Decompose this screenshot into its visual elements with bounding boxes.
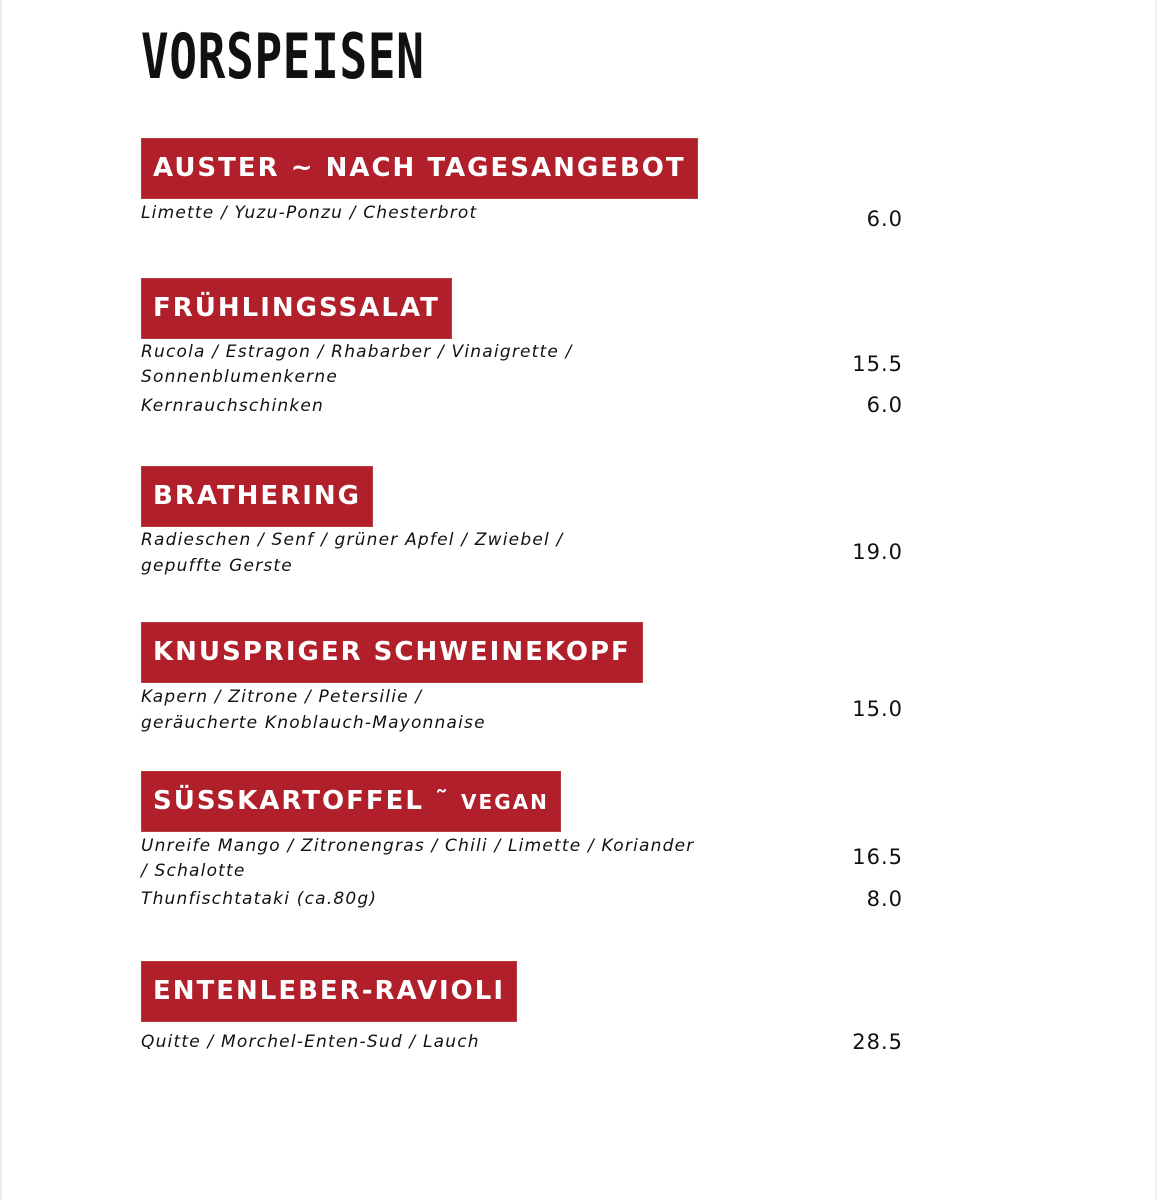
dish-description-line-2: gepuffte Gerste <box>141 556 293 576</box>
vegan-label: VEGAN <box>461 790 549 814</box>
dish-heading: BRATHERING <box>141 466 373 527</box>
dish-description: Quitte / Morchel-Enten-Sud / Lauch <box>141 1032 480 1052</box>
page-edge <box>0 0 2 1200</box>
dish-description-line-2: Sonnenblumenkerne <box>141 367 338 387</box>
dish-description-line-1: Kapern / Zitrone / Petersilie / <box>141 687 423 707</box>
dish-heading <box>141 771 561 832</box>
menu-item-entenleber-ravioli <box>141 961 921 1054</box>
addon-price: 6.0 <box>866 393 903 417</box>
menu-item-auster <box>141 138 921 231</box>
dish-price: 15.0 <box>852 697 903 721</box>
page-title: VORSPEISEN <box>141 20 425 93</box>
menu-item-suesskartoffel <box>141 771 921 911</box>
dish-heading-title: SÜSSKARTOFFEL ˜ <box>153 786 450 816</box>
dish-description-line-1: Unreife Mango / Zitronengras / Chili / Limette / Koriander <box>141 836 695 856</box>
dish-price: 19.0 <box>852 540 903 564</box>
dish-heading: FRÜHLINGSSALAT <box>141 278 452 339</box>
dish-description-line-2: / Schalotte <box>141 861 246 881</box>
menu-item-schweinekopf <box>141 622 921 733</box>
dish-description-line-2: geräucherte Knoblauch-Mayonnaise <box>141 713 486 733</box>
dish-heading: ENTENLEBER-RAVIOLI <box>141 961 517 1022</box>
dish-price: 15.5 <box>852 352 903 376</box>
dish-heading: AUSTER ~ NACH TAGESANGEBOT <box>141 138 698 199</box>
dish-price: 16.5 <box>852 845 903 869</box>
dish-price: 6.0 <box>866 207 903 231</box>
dish-price: 28.5 <box>852 1030 903 1054</box>
menu-item-fruehlingssalat <box>141 278 921 417</box>
addon-price: 8.0 <box>866 887 903 911</box>
dish-description-line-1: Radieschen / Senf / grüner Apfel / Zwiebel / <box>141 530 564 550</box>
addon-label: Kernrauchschinken <box>141 396 325 416</box>
dish-heading: KNUSPRIGER SCHWEINEKOPF <box>141 622 643 683</box>
menu-item-brathering <box>141 466 921 576</box>
dish-description-line-1: Rucola / Estragon / Rhabarber / Vinaigrette / <box>141 342 573 362</box>
addon-label: Thunfischtataki (ca.80g) <box>141 889 378 909</box>
dish-description: Limette / Yuzu-Ponzu / Chesterbrot <box>141 203 478 223</box>
